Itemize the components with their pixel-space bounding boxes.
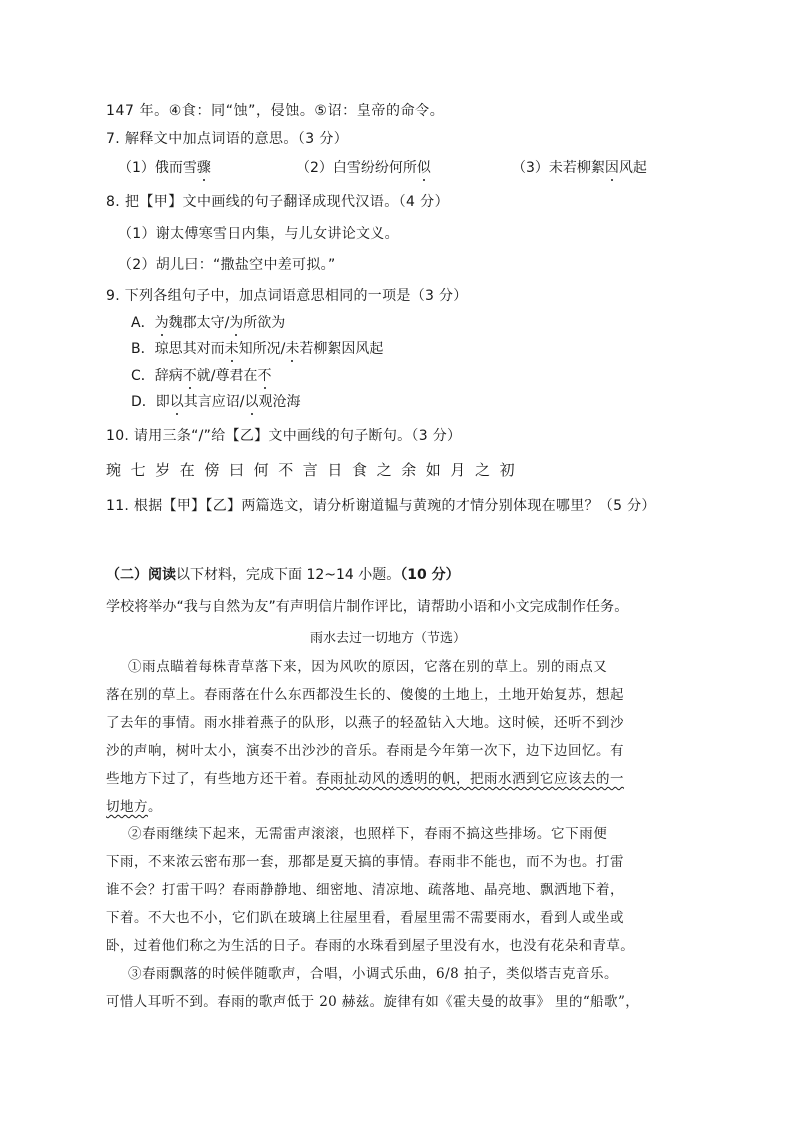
q9-option-b — [131, 342, 383, 356]
q7-stem: 7. 解释文中加点词语的意思。（3 分） — [106, 131, 349, 147]
section-2-heading-bold: （二）阅读 — [106, 567, 176, 583]
q7-item-1 — [118, 161, 211, 175]
q11-stem: 11. 根据【甲】【乙】两篇选文，请分析谢道韫与黄琬的才情分别体现在哪里？（5 分） — [106, 498, 656, 514]
article-p1-line-5 — [106, 773, 624, 787]
q9-stem: 9. 下列各组句子中，加点词语意思相同的一项是（3 分） — [106, 288, 468, 304]
q7-item-2 — [296, 161, 431, 175]
article-p2-line-5: 卧，过着他们称之为生活的日子。春雨的水珠看到屋子里没有水，也没有花朵和青草。 — [106, 938, 635, 954]
q7-item-3 — [512, 161, 647, 175]
q9-option-b-dot-2: 未 — [285, 341, 300, 357]
article-p3-line-1: ③春雨飘落的时候伴随歌声，合唱，小调式乐曲，6/8 拍子，类似塔吉克音乐。 — [128, 966, 619, 982]
q8-item-2: （2）胡儿曰：“撒盐空中差可拟。” — [118, 257, 336, 273]
q9-option-d-dot-1: 以 — [169, 394, 184, 410]
q9-option-b-pre: 琼思其对而 — [154, 341, 225, 357]
q9-option-d-dot-2: 以 — [244, 394, 259, 410]
q9-option-a-tail: 所欲为 — [243, 315, 286, 331]
article-p1-line-2: 落在别的草上。春雨落在什么东西都没生长的、傻傻的土地上，土地开始复苏，想起 — [106, 687, 624, 703]
article-p1-line-5-plain: 些地方下过了，有些地方还干着。 — [106, 771, 316, 787]
q9-option-c-dot-2: 不 — [257, 368, 272, 384]
q9-option-c-mid: 就/尊君在 — [196, 368, 258, 384]
article-p2-line-4: 下着。不大也不小，它们趴在玻璃上往屋里看，看屋里需不需要雨水，看到人或坐或 — [106, 910, 624, 926]
q7-item-3-tail: 风起 — [618, 160, 647, 176]
q9-option-b-tail: 若柳絮因风起 — [299, 341, 384, 357]
article-p1-line-1: ①雨点瞄着每株青草落下来，因为风吹的原因，它落在别的草上。别的雨点又 — [128, 659, 608, 675]
q9-option-d-label: D． — [131, 394, 156, 410]
section-2-heading-text: 以下材料，完成下面 12~14 小题。 — [176, 567, 401, 583]
section-2-heading-score: （10 分） — [400, 567, 460, 583]
q7-item-1-text: （1）俄而雪 — [118, 160, 197, 176]
q9-option-a-dot-2: 为 — [229, 315, 244, 331]
q8-stem: 8. 把【甲】文中画线的句子翻译成现代汉语。（4 分） — [106, 194, 449, 210]
q9-option-d-tail: 观沧海 — [258, 394, 301, 410]
article-p1-line-6-period: 。 — [148, 799, 162, 815]
q9-option-c-label: C． — [131, 368, 155, 384]
q7-item-1-dot-word: 骤 — [196, 160, 211, 176]
q9-option-d — [131, 395, 301, 409]
article-p1-line-6 — [106, 801, 162, 815]
q9-option-c-pre: 辞病 — [154, 368, 183, 384]
article-p3-line-2: 可惜人耳听不到。春雨的歌声低于 20 赫兹。旋律有如《霍夫曼的故事》 里的“船歌”， — [106, 994, 640, 1010]
article-p2-line-3: 谁不会？打雷干吗？春雨静静地、细密地、清凉地、疏落地、晶亮地、飘洒地下着， — [106, 882, 624, 898]
q10-stem: 10. 请用三条“/”给【乙】文中画线的句子断句。（3 分） — [106, 428, 462, 444]
q9-option-d-pre: 即 — [155, 394, 170, 410]
q9-option-a-mid: 魏郡太守/ — [168, 315, 230, 331]
article-p2-line-1: ②春雨继续下起来，无需雷声滚滚，也照样下，春雨不搞这些排场。它下雨便 — [128, 826, 608, 842]
section-2-heading — [106, 568, 460, 582]
q7-item-3-text: （3）未若柳絮 — [512, 160, 605, 176]
article-p1-underlined-end: 切地方 — [106, 799, 148, 815]
q9-option-c — [131, 369, 272, 383]
q9-option-a — [131, 316, 285, 330]
q7-item-2-dot-word: 似 — [416, 160, 431, 176]
q9-option-b-label: B． — [131, 341, 155, 357]
article-p1-line-4: 沙的声响，树叶太小，演奏不出沙沙的音乐。春雨是今年第一次下，边下边回忆。有 — [106, 743, 624, 759]
q7-item-2-text: （2）白雪纷纷何所 — [296, 160, 417, 176]
q7-item-3-dot-word: 因 — [604, 160, 619, 176]
q9-option-d-mid: 其言应诏/ — [183, 394, 245, 410]
article-title: 雨水去过一切地方（节选） — [310, 631, 467, 646]
article-p1-line-3: 了去年的事情。雨水排着燕子的队形，以燕子的轻盈钻入大地。这时候，还听不到沙 — [106, 715, 624, 731]
q6-note: 147 年。④食：同“蚀”，侵蚀。⑤诏：皇帝的命令。 — [106, 103, 445, 119]
q9-option-b-mid: 知所况/ — [238, 341, 286, 357]
section-2-intro: 学校将举办“我与自然为友”有声明信片制作评比，请帮助小语和小文完成制作任务。 — [106, 599, 629, 615]
article-p2-line-2: 下雨，不来浓云密布那一套，那都是夏天搞的事情。春雨非不能也，而不为也。打雷 — [106, 854, 624, 870]
q8-item-1: （1）谢太傅寒雪日内集，与儿女讲论文义。 — [118, 226, 399, 242]
q9-option-c-dot-1: 不 — [182, 368, 197, 384]
article-p1-underlined-sentence: 春雨扯动风的透明的帆，把雨水洒到它应该去的一 — [316, 771, 624, 787]
q9-option-a-label: A． — [131, 315, 155, 331]
q9-option-a-dot-1: 为 — [154, 315, 169, 331]
q9-option-b-dot-1: 未 — [224, 341, 239, 357]
q10-sentence: 琬七岁在傍曰何不言日食之余如月之初 — [106, 461, 525, 479]
